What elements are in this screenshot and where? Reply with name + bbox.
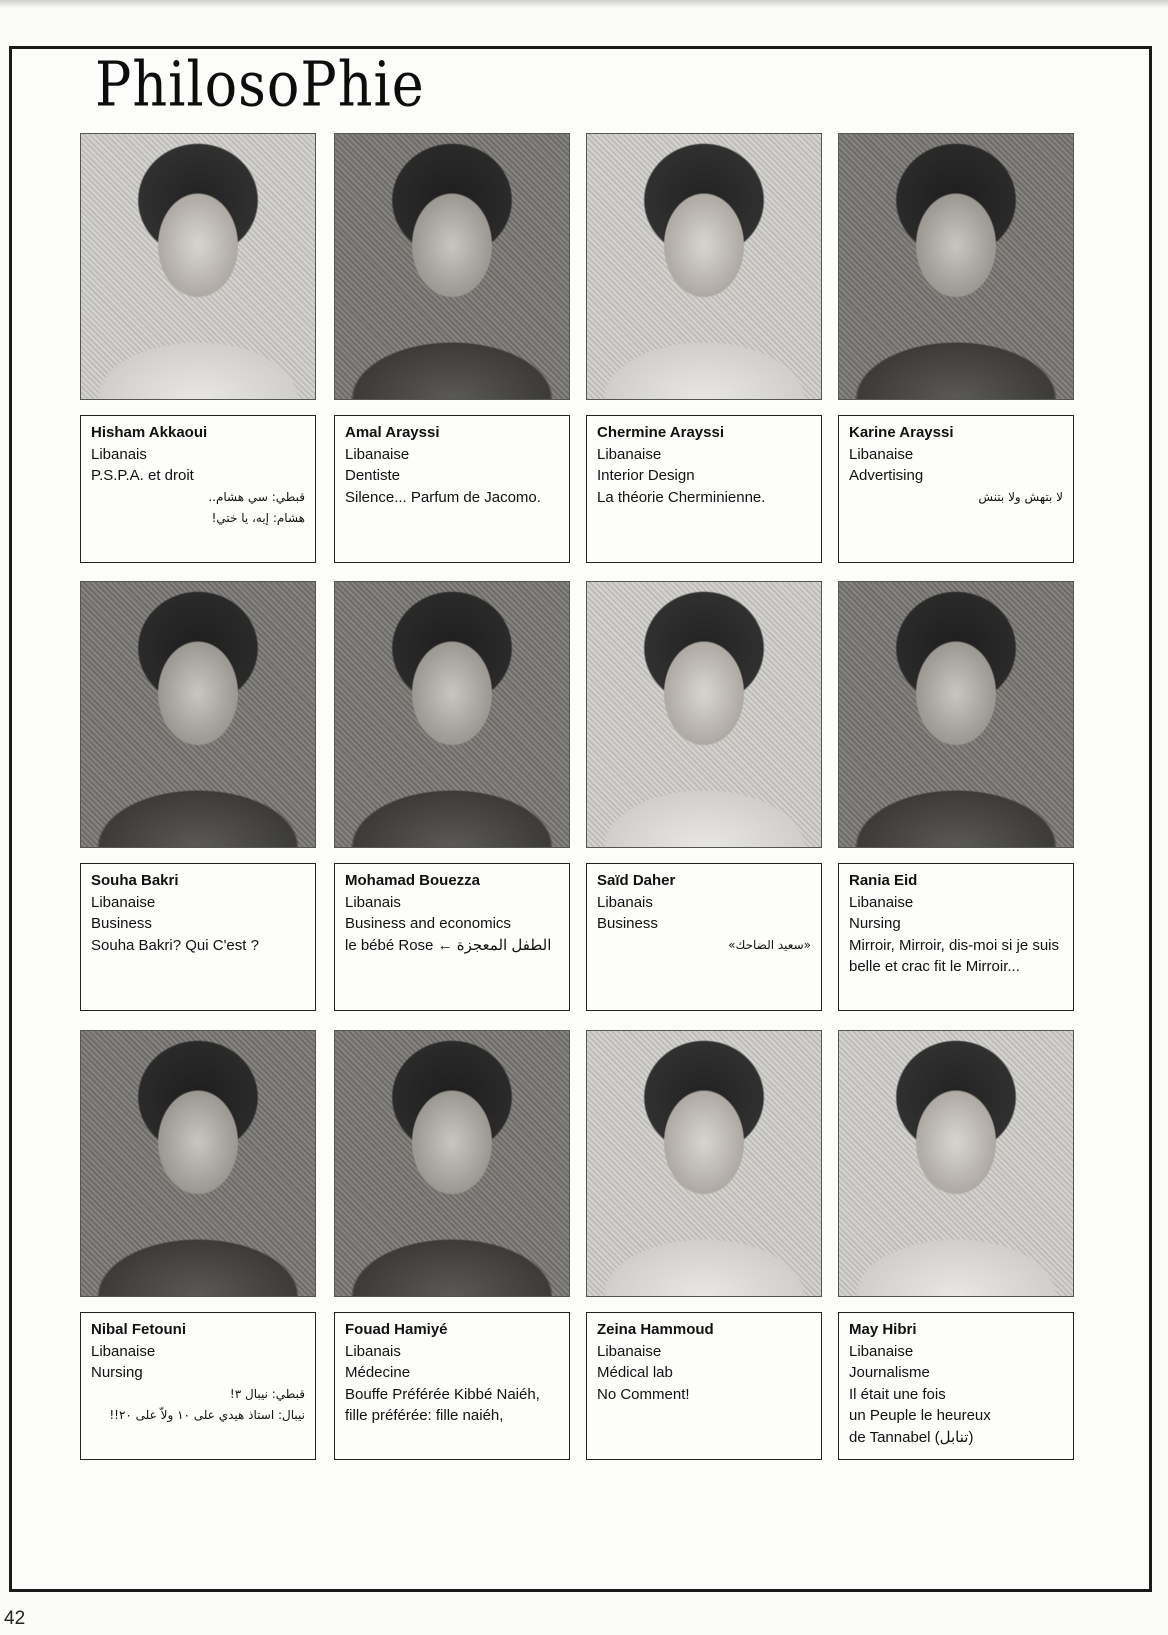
student-detail-line: La théorie Cherminienne.: [597, 488, 766, 506]
student-info-box: [334, 863, 570, 1011]
student-portrait: [838, 1030, 1074, 1297]
student-detail-line: Business: [597, 915, 658, 932]
student-detail-line: Libanaise: [597, 1342, 662, 1360]
student-detail-line: Business and economics: [345, 915, 511, 932]
student-detail-line: un Peuple le heureux: [849, 1407, 991, 1424]
student-arabic-line: «سعيد الضاحك»: [728, 937, 811, 952]
student-detail-line: Médical lab: [597, 1364, 673, 1381]
student-info-box: [838, 863, 1074, 1011]
student-detail-line: Libanaise: [849, 445, 914, 463]
student-detail-line: Libanais: [345, 893, 401, 911]
student-name: Mohamad Bouezza: [345, 872, 481, 889]
student-detail-line: Nursing: [91, 1364, 143, 1381]
student-detail-line: fille préférée: fille naiéh,: [345, 1407, 504, 1424]
student-detail-line: Libanaise: [849, 1342, 914, 1360]
student-portrait: [334, 581, 570, 848]
student-info-box: [586, 863, 822, 1011]
student-name: Karine Arayssi: [849, 424, 954, 441]
student-detail-line: Libanais: [91, 445, 147, 463]
student-portrait: [80, 133, 316, 400]
student-info-box: [334, 415, 570, 563]
student-portrait: [838, 581, 1074, 848]
student-name: May Hibri: [849, 1321, 917, 1338]
student-info-box: [80, 1312, 316, 1460]
student-detail-line: le bébé Rose ← الطفل المعجزة: [345, 936, 552, 954]
student-arabic-line: لا بتهش ولا بتنش: [978, 489, 1063, 504]
student-detail-line: No Comment!: [597, 1385, 690, 1403]
student-info-box: [586, 415, 822, 563]
student-name: Chermine Arayssi: [597, 424, 725, 441]
student-arabic-line: قبطي: سي هشام..: [208, 489, 305, 504]
student-detail-line: Interior Design: [597, 467, 695, 484]
student-detail-line: Bouffe Préférée Kibbé Naiéh,: [345, 1385, 540, 1403]
page-top-edge: [0, 0, 1168, 8]
student-portrait: [586, 581, 822, 848]
student-arabic-line: قبطي: نيبال ٣!: [229, 1386, 305, 1401]
student-name: Hisham Akkaoui: [91, 424, 208, 441]
student-name: Rania Eid: [849, 872, 918, 889]
student-portrait: [80, 1030, 316, 1297]
student-detail-line: Libanaise: [91, 893, 156, 911]
student-info-box: [80, 863, 316, 1011]
student-detail-line: Libanaise: [91, 1342, 156, 1360]
student-detail-line: Libanaise: [849, 893, 914, 911]
student-portrait: [80, 581, 316, 848]
student-detail-line: Libanaise: [345, 445, 410, 463]
student-name: Souha Bakri: [91, 872, 179, 889]
student-arabic-line: نيبال: استاذ هيدي على ١٠ ولاّ على ٢٠!!: [109, 1408, 305, 1422]
student-detail-line: Dentiste: [345, 467, 401, 484]
student-detail-line: Business: [91, 915, 152, 932]
student-name: Fouad Hamiyé: [345, 1321, 448, 1338]
student-detail-line: Souha Bakri? Qui C'est ?: [91, 936, 259, 954]
student-detail-line: Médecine: [345, 1364, 411, 1381]
student-detail-line: Journalisme: [849, 1364, 930, 1381]
student-info-box: [838, 415, 1074, 563]
student-name: Saïd Daher: [597, 872, 676, 889]
student-name: Amal Arayssi: [345, 424, 440, 441]
student-detail-line: P.S.P.A. et droit: [91, 467, 194, 484]
student-portrait: [586, 133, 822, 400]
student-name: Zeina Hammoud: [597, 1321, 714, 1338]
student-detail-line: Mirroir, Mirroir, dis-moi si je suis belle et crac fit le Mirroir...: [849, 936, 1060, 975]
student-detail-line: Libanais: [345, 1342, 401, 1360]
student-detail-line: de Tannabel (تنابل): [849, 1428, 974, 1446]
student-info-box: [838, 1312, 1074, 1460]
student-portrait: [586, 1030, 822, 1297]
student-detail-line: Silence... Parfum de Jacomo.: [345, 488, 541, 506]
student-portrait: [334, 133, 570, 400]
student-detail-line: Il était une fois: [849, 1385, 946, 1403]
student-portrait: [838, 133, 1074, 400]
student-info-box: [334, 1312, 570, 1460]
page-number: 42: [4, 1608, 26, 1629]
student-portrait: [334, 1030, 570, 1297]
student-name: Nibal Fetouni: [91, 1321, 186, 1338]
student-arabic-line: هشام: إيه، يا ختي!: [211, 511, 305, 525]
student-detail-line: Libanais: [597, 893, 653, 911]
student-info-box: [586, 1312, 822, 1460]
student-detail-line: Advertising: [849, 467, 924, 484]
student-info-box: [80, 415, 316, 563]
student-detail-line: Libanaise: [597, 445, 662, 463]
section-title: PhilosoPhie: [95, 48, 425, 121]
student-detail-line: Nursing: [849, 915, 901, 932]
